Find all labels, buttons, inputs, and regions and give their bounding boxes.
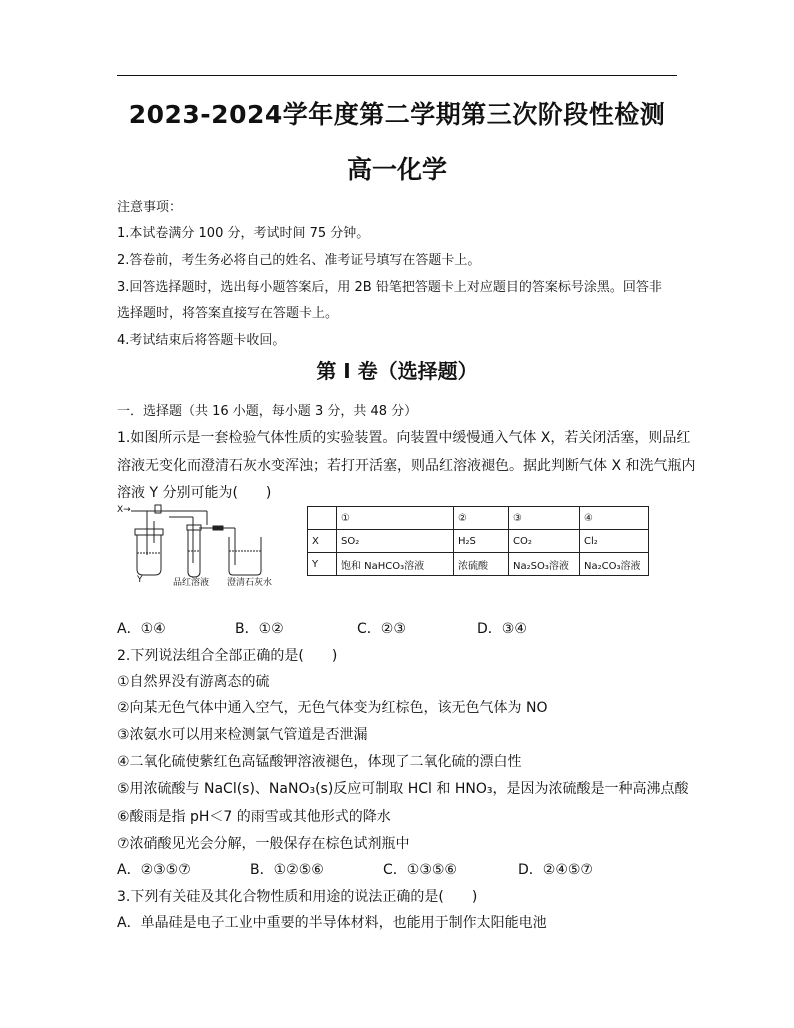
q2-choices [117, 859, 593, 879]
table-cell: ③ [509, 507, 580, 530]
table-cell: ② [454, 507, 509, 530]
table-cell: ④ [580, 507, 649, 530]
table-cell [308, 507, 337, 530]
table-row [308, 530, 649, 553]
choice-b[interactable]: B．①② [235, 621, 284, 637]
notice-item: 4.考试结束后将答题卡收回。 [117, 333, 286, 348]
notice-item: 1.本试卷满分 100 分，考试时间 75 分钟。 [117, 226, 370, 241]
section-title: 第 I 卷（选择题） [316, 359, 478, 383]
table-row [308, 507, 649, 530]
q2-item: ⑤用浓硫酸与 NaCl(s)、NaNO₃(s)反应可制取 HCl 和 HNO₃，是因为浓硫酸是一种高沸点酸 [117, 781, 689, 797]
q1-choices [117, 618, 527, 638]
notice-item: 2.答卷前，考生务必将自己的姓名、准考证号填写在答题卡上。 [117, 253, 481, 268]
q2-stem: 2.下列说法组合全部正确的是( ) [117, 648, 338, 664]
choice-a[interactable]: A．①④ [117, 621, 166, 637]
table-cell: CO₂ [509, 530, 580, 553]
gas-x-label: X→ [117, 505, 131, 515]
q2-item: ④二氧化硫使紫红色高锰酸钾溶液褪色，体现了二氧化硫的漂白性 [117, 754, 522, 770]
apparatus-figure [117, 503, 287, 587]
bottle-y-label: Y [137, 575, 143, 585]
q2-item: ③浓氨水可以用来检测氯气管道是否泄漏 [117, 727, 368, 743]
q2-item: ⑥酸雨是指 pH＜7 的雨雪或其他形式的降水 [117, 809, 391, 825]
q1-stem-line: 溶液无变化而澄清石灰水变浑浊；若打开活塞，则品红溶液褪色。据此判断气体 X 和洗气瓶内 [117, 458, 696, 474]
part-heading: 一．选择题（共 16 小题，每小题 3 分，共 48 分） [117, 404, 418, 419]
exam-title: 2023-2024学年度第二学期第三次阶段性检测 [128, 100, 666, 129]
q3-option[interactable]: A．单晶硅是电子工业中重要的半导体材料，也能用于制作太阳能电池 [117, 915, 547, 931]
pinhong-label: 品红溶液 [173, 578, 210, 588]
q1-stem-line: 1.如图所示是一套检验气体性质的实验装置。向装置中缓慢通入气体 X，若关闭活塞，则品红 [117, 430, 691, 446]
choice-d[interactable]: D．③④ [477, 621, 527, 637]
choice-d[interactable]: D．②④⑤⑦ [518, 862, 593, 878]
q1-table [307, 506, 649, 576]
table-cell: X [308, 530, 337, 553]
table-cell: H₂S [454, 530, 509, 553]
table-cell: 浓硫酸 [454, 553, 509, 576]
choice-a[interactable]: A．②③⑤⑦ [117, 862, 191, 878]
q2-item: ⑦浓硝酸见光会分解，一般保存在棕色试剂瓶中 [117, 836, 410, 852]
q3-stem: 3.下列有关硅及其化合物性质和用途的说法正确的是( ) [117, 889, 478, 905]
exam-subject: 高一化学 [346, 155, 447, 184]
choice-c[interactable]: C．①③⑤⑥ [383, 862, 457, 878]
choice-b[interactable]: B．①②⑤⑥ [250, 862, 324, 878]
table-cell: SO₂ [337, 530, 454, 553]
q2-item: ②向某无色气体中通入空气，无色气体变为红棕色，该无色气体为 NO [117, 700, 548, 716]
q2-item: ①自然界没有游离态的硫 [117, 674, 270, 690]
notice-heading: 注意事项： [117, 200, 183, 215]
table-cell: Na₂SO₃溶液 [509, 553, 580, 576]
table-cell: 饱和 NaHCO₃溶液 [337, 553, 454, 576]
top-rule [117, 75, 677, 76]
notice-item: 选择题时，将答案直接写在答题卡上。 [117, 306, 339, 321]
q1-stem-line: 溶液 Y 分别可能为( ) [117, 485, 272, 501]
limewater-label: 澄清石灰水 [227, 578, 273, 588]
table-cell: ① [337, 507, 454, 530]
table-row [308, 553, 649, 576]
table-cell: Na₂CO₃溶液 [580, 553, 649, 576]
choice-c[interactable]: C．②③ [357, 621, 406, 637]
table-cell: Cl₂ [580, 530, 649, 553]
table-cell: Y [308, 553, 337, 576]
notice-item: 3.回答选择题时，选出每小题答案后，用 2B 铅笔把答题卡上对应题目的答案标号涂黑。回答非 [117, 280, 662, 295]
